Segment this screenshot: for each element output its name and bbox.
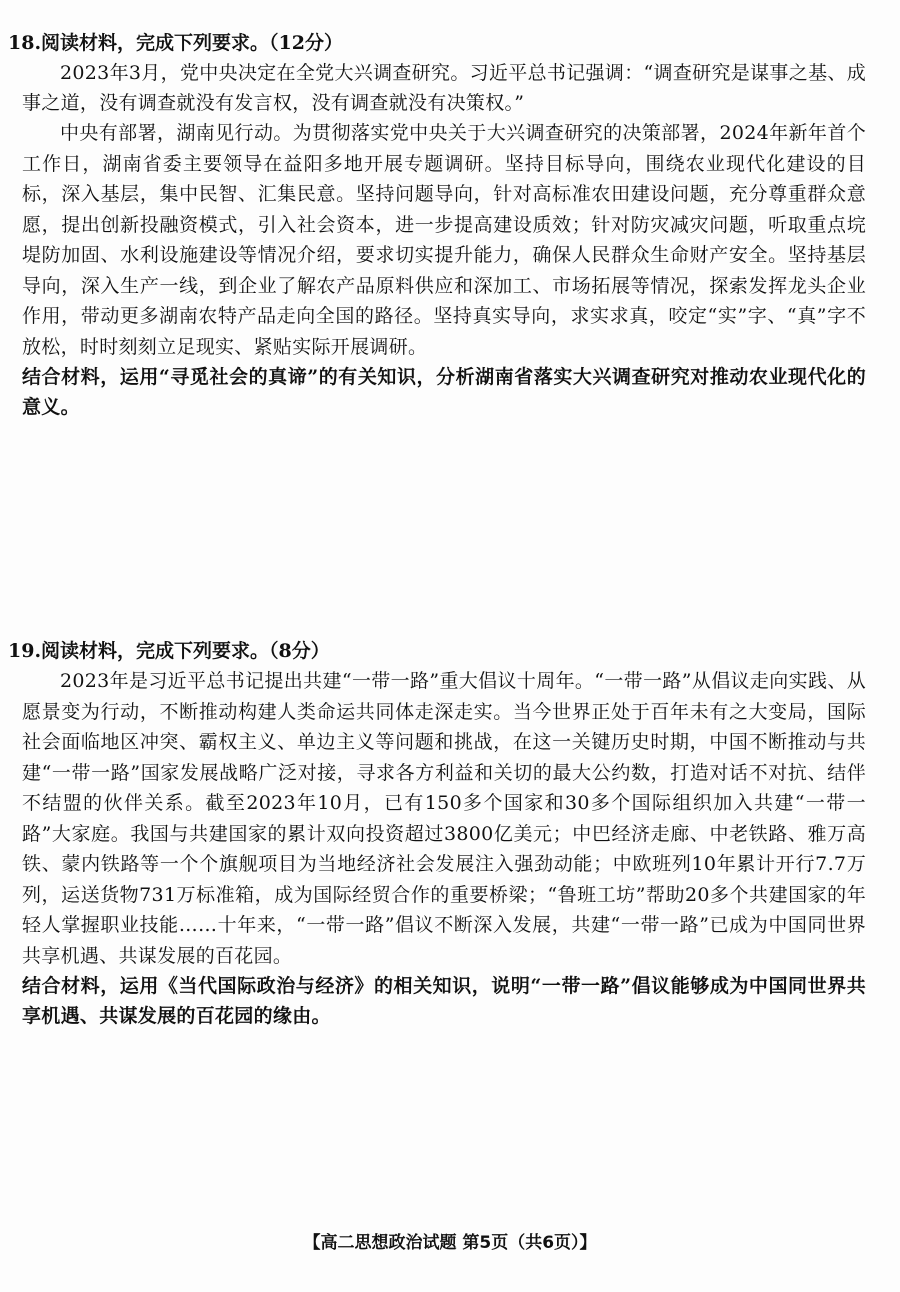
question-18-heading: 18.阅读材料，完成下列要求。（12分）	[8, 32, 343, 54]
question-19-task: 结合材料，运用《当代国际政治与经济》的相关知识，说明“一带一路”倡议能够成为中国同世界共享机遇、共谋发展的百花园的缘由。	[22, 975, 866, 1027]
question-19	[8, 636, 866, 1031]
question-18-material-para-1: 2023年3月，党中央决定在全党大兴调查研究。习近平总书记强调：“调查研究是谋事之基、成事之道，没有调查就没有发言权，没有调查就没有决策权。”	[22, 62, 866, 114]
question-18-material-para-2: 中央有部署，湖南见行动。为贯彻落实党中央关于大兴调查研究的决策部署，2024年新年首个工作日，湖南省委主要领导在益阳多地开展专题调研。坚持目标导向，围绕农业现代化建设的目标，深入基层，集中民智、汇集民意。坚持问题导向，针对高标准农田建设问题，充分尊重群众意愿，提出创新投融资模式，引入社会资本，进一步提高建设质效；针对防灾减灾问题，听取重点垸堤防加固、水利设施建设等情况介绍，要求切实提升能力，确保人民群众生命财产安全。坚持基层导向，深入生产一线，到企业了解农产品原料供应和深加工、市场拓展等情况，探索发挥龙头企业作用，带动更多湖南农特产品走向全国的路径。坚持真实导向，求实求真，咬定“实”字、“真”字不放松，时时刻刻立足现实、紧贴实际开展调研。	[22, 122, 866, 358]
question-18-task: 结合材料，运用“寻觅社会的真谛”的有关知识，分析湖南省落实大兴调查研究对推动农业现代化的意义。	[22, 366, 866, 418]
question-19-material-para-1: 2023年是习近平总书记提出共建“一带一路”重大倡议十周年。“一带一路”从倡议走向实践、从愿景变为行动，不断推动构建人类命运共同体走深走实。当今世界正处于百年未有之大变局，国际社会面临地区冲突、霸权主义、单边主义等问题和挑战，在这一关键历史时期，中国不断推动与共建“一带一路”国家发展战略广泛对接，寻求各方利益和关切的最大公约数，打造对话不对抗、结伴不结盟的伙伴关系。截至2023年10月，已有150多个国家和30多个国际组织加入共建“一带一路”大家庭。我国与共建国家的累计双向投资超过3800亿美元；中巴经济走廊、中老铁路、雅万高铁、蒙内铁路等一个个旗舰项目为当地经济社会发展注入强劲动能；中欧班列10年累计开行7.7万列，运送货物731万标准箱，成为国际经贸合作的重要桥梁；“鲁班工坊”帮助20多个共建国家的年轻人掌握职业技能……十年来，“一带一路”倡议不断深入发展，共建“一带一路”已成为中国同世界共享机遇、共谋发展的百花园。	[22, 670, 866, 967]
page-footer: 【高二思想政治试题 第5页（共6页）】	[303, 1233, 597, 1253]
question-18	[8, 28, 866, 422]
question-19-heading: 19.阅读材料，完成下列要求。（8分）	[8, 640, 330, 662]
